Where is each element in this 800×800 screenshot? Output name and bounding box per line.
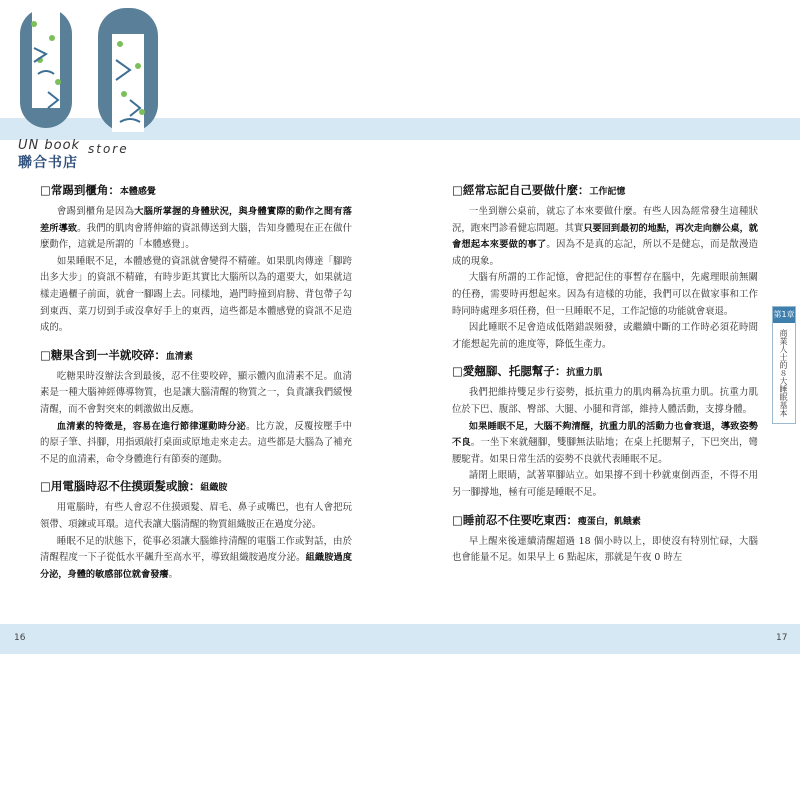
section-tag: 血清素: [165, 351, 193, 362]
page-number-left: 16: [14, 633, 26, 643]
section-heading: [452, 363, 758, 379]
section: [452, 182, 758, 353]
section-tag: 工作記憶: [589, 187, 626, 197]
right-page-column: [452, 182, 758, 577]
section-title: □用電腦時忍不住摸頭髮或臉：: [40, 479, 201, 494]
body-paragraph: 我們把維持雙足步行姿勢，抵抗重力的肌肉稱為抗重力肌。抗重力肌位於下巴、腹部、臀部、大腿、小腿和背部，維持人體活動，支撐身體。: [452, 387, 758, 415]
section: [40, 347, 352, 469]
section-title: □糖果含到一半就咬碎：: [40, 347, 166, 362]
body-paragraph: 一坐到辦公桌前，就忘了本來要做什麼。有些人因為經常發生這種狀況，跑來門診看健忘問題。其實只要回到最初的地點，再次走向辦公桌，就會想起本來要做的事了。因為不是真的忘記，所以不是健忘，而是散漫造成的現象。: [452, 206, 758, 267]
section-title: □睡前忍不住要吃東西：: [452, 512, 578, 527]
body-paragraph: 會踢到櫃角是因為大腦所掌握的身體狀況，與身體實際的動作之間有落差所導致。我們的肌肉會將伸縮的資訊傳送到大腦，告知身體現在正在做什麼動作，這就是所謂的「本體感覺」。: [40, 206, 352, 251]
section-title: □愛翹腳、托腮幫子：: [452, 364, 567, 379]
body-paragraph: 大腦有所謂的工作記憶，會把記住的事暫存在腦中，先處理眼前無關的任務，需要時再想起來。因為有這樣的功能，我們可以在做家事和工作時同時處理多項任務，但一旦睡眠不足，工作記憶的功能就會衰退。: [452, 272, 758, 317]
section: [452, 363, 758, 501]
logo-line1: UN book: [18, 138, 81, 153]
body-paragraph: 用電腦時，有些人會忍不住摸頭髮、眉毛、鼻子或嘴巴，也有人會把玩領帶、項鍊或耳環。這代表讓大腦清醒的物質組織胺正在過度分泌。: [40, 502, 352, 530]
logo-line2: 聯合书店: [18, 155, 78, 171]
section-heading: [40, 182, 352, 198]
body-paragraph: 因此睡眠不足會造成低階錯誤頻發，或繼續中斷的工作時必須花時間才能想起先前的進度等，降低生產力。: [452, 322, 758, 350]
logo-store-word: store: [88, 142, 129, 156]
body-paragraph: 如果睡眠不足，大腦不夠清醒，抗重力肌的活動力也會衰退，導致姿勢不良。一坐下來就翹腳，雙腳無法貼地；在桌上托腮幫子，下巴突出，彎腰駝背。如果日常生活的姿勢不良就代表睡眠不足。: [452, 420, 758, 465]
section-heading: [452, 512, 758, 528]
chapter-title: 商業人士的８大睡眠基本: [779, 329, 788, 417]
body-paragraph: 請閉上眼睛，試著單腳站立。如果撐不到十秒就東倒西歪，不得不用另一腳撐地，極有可能是睡眠不足。: [452, 470, 758, 498]
chapter-number: 第1章: [773, 307, 795, 323]
section-tag: 本體感覺: [119, 187, 156, 197]
left-page-column: [40, 182, 352, 593]
section: [40, 478, 352, 583]
body-paragraph: 吃糖果時沒辦法含到最後，忍不住要咬碎，顯示體內血清素不足。血清素是一種大腦神經傳導物質，也是讓大腦清醒的物質之一，負責讓我們緩慢清醒，而不會對突來的刺激做出反應。: [40, 370, 352, 415]
section-tag: 抗重力肌: [566, 368, 603, 379]
body-paragraph: 睡眠不足的狀態下，從事必須讓大腦維持清醒的電腦工作或對話，由於清醒程度一下子從低水平飆升至高水平，導致組織胺過度分泌。組織胺過度分泌，身體的敏感部位就會發癢。: [40, 535, 352, 580]
body-paragraph: 如果睡眠不足，本體感覺的資訊就會變得不精確。如果肌肉傳達「腳跨出多大步」的資訊不精確，有時步距其實比大腦所以為的還要大，如果就這樣走過櫃子前面，就會一腳踢上去。同樣地，過門時撞到肩膀、背包帶子勾到東西、菜刀切到手或沒拿好手上的東西，這些都是本體感覺的資訊不足造成的。: [40, 255, 352, 334]
chapter-tab: [772, 306, 796, 424]
section-heading: [452, 182, 758, 198]
section: [452, 512, 758, 567]
bottom-color-band: [0, 624, 800, 654]
logo-wordmark: [18, 138, 168, 174]
section-tag: 組織胺: [200, 483, 228, 494]
section-title: □常踢到櫃角：: [40, 183, 120, 197]
section-title: □經常忘記自己要做什麼：: [452, 183, 590, 197]
section: [40, 182, 352, 337]
section-tag: 瘦蛋白，飢餓素: [577, 516, 641, 527]
body-paragraph: 血清素的特徵是，容易在進行節律運動時分泌。比方說，反覆按壓手中的原子筆、抖腳，用指頭敲打桌面或原地走來走去。這些都是大腦為了補充不足的血清素，命令身體進行有節奏的運動。: [40, 420, 352, 465]
page-number-right: 17: [776, 633, 788, 643]
body-paragraph: 早上醒來後連續清醒超過 18 個小時以上，即使沒有特別忙碌，大腦也會能量不足。如果早上 6 點起床，那就是午夜 0 時左: [452, 535, 758, 564]
section-heading: [40, 347, 352, 363]
section-heading: [40, 478, 352, 494]
